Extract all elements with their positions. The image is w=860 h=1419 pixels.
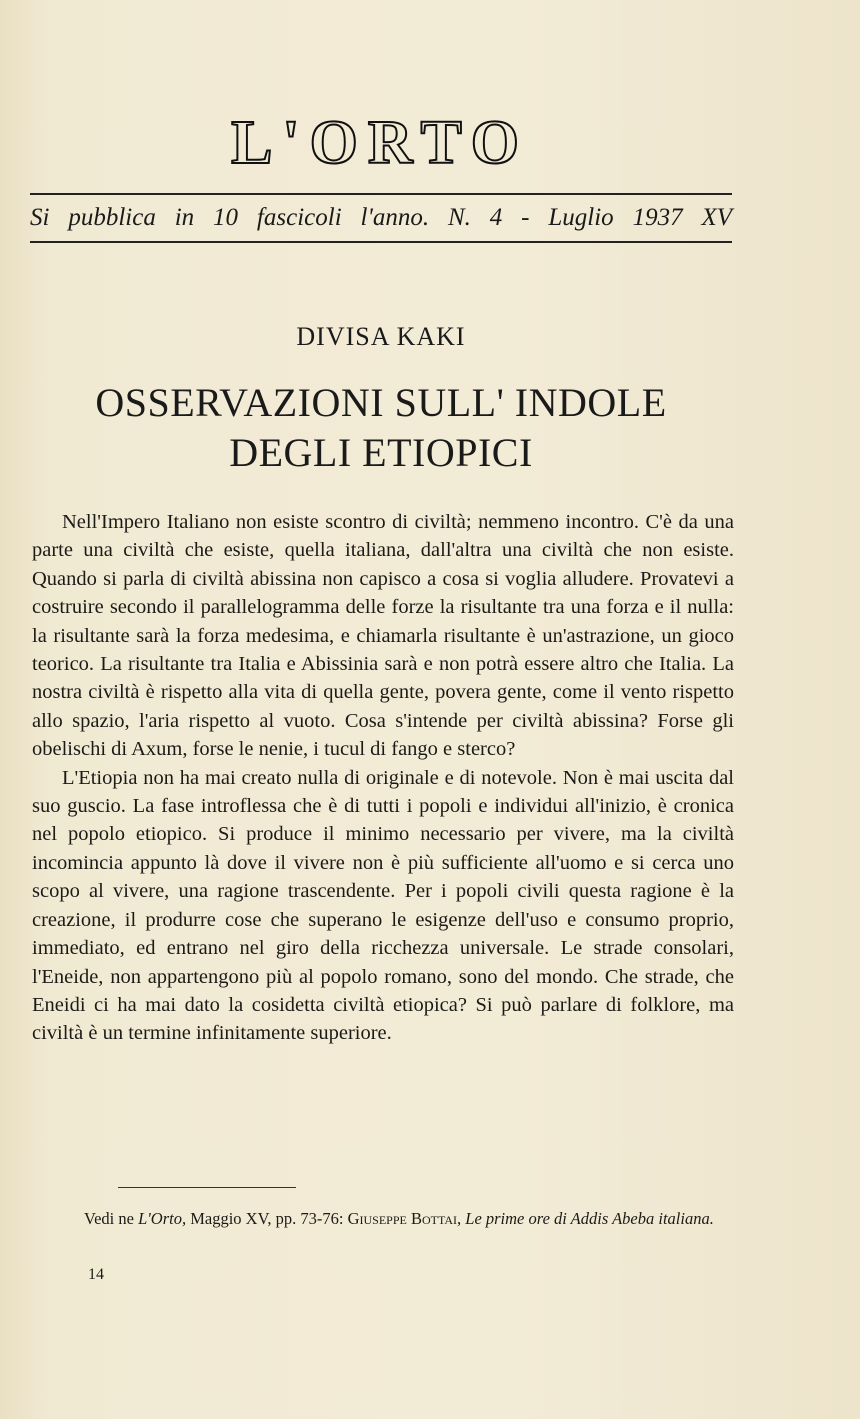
footnote-work: Le prime ore di Addis Abeba italiana. xyxy=(465,1209,714,1228)
article-title-line-2: DEGLI ETIOPICI xyxy=(229,430,533,475)
footnote-journal-ref: L'Orto, xyxy=(138,1209,187,1228)
article-title xyxy=(30,378,732,478)
footnote-issue: Maggio XV, pp. 73-76: xyxy=(190,1209,344,1228)
journal-masthead: L'ORTO xyxy=(231,109,529,177)
page-number: 14 xyxy=(88,1266,104,1283)
footnote-prefix: Vedi ne xyxy=(84,1209,134,1228)
masthead-rule-top xyxy=(30,193,732,195)
footnote xyxy=(32,1207,734,1231)
paragraph-2: L'Etiopia non ha mai creato nulla di originale e di notevole. Non è mai uscita dal suo guscio. La fase introflessa che è di tutti i popoli e individui all'inizio, è cronica nel popolo etiopico. Si produce il minimo necessario per vivere, ma la civiltà incomincia appunto là dove il vivere non è più sufficiente all'uomo e si cerca uno scopo al vivere, una ragione trascendente. Per i popoli civili questa ragione è la creazione, il produrre cose che superano le esigenze dell'uso e consumo proprio, immediato, ed entrano nel giro della ricchezza universale. Le strade consolari, l'Eneide, non appartengono più al popolo romano, sono del mondo. Che strade, che Eneidi ci ha mai dato la cosidetta civiltà etiopica? Si può parlare di folklore, ma civiltà è un termine infinitamente superiore. xyxy=(32,766,734,1045)
journal-subtitle: Si pubblica in 10 fascicoli l'anno. N. 4 - Luglio 1937 XV xyxy=(30,204,732,231)
footnote-rule xyxy=(118,1187,296,1188)
footnote-author: Giuseppe Bottai, xyxy=(347,1209,462,1228)
article-kicker: DIVISA KAKI xyxy=(296,322,466,351)
article-body xyxy=(32,508,734,1048)
paragraph-1: Nell'Impero Italiano non esiste scontro di civiltà; nemmeno incontro. C'è da una parte una civiltà che esiste, quella italiana, dall'altra una civiltà che non esiste. Quando si parla di civiltà abissina non capisco a cosa si voglia alludere. Provatevi a costruire secondo il parallelogramma delle forze la risultante tra una forza e il nulla: la risultante sarà la forza medesima, e chiamarla risultante è un'astrazione, un gioco teorico. La risultante tra Italia e Abissinia sarà e non potrà essere altro che Italia. La nostra civiltà è rispetto alla vita di quella gente, povera gente, come il vento rispetto allo spazio, l'aria rispetto al vuoto. Cosa s'intende per civiltà abissina? Forse gli obelischi di Axum, forse le nenie, i tucul di fango e sterco? xyxy=(32,511,734,761)
masthead-rule-bottom xyxy=(30,241,732,243)
article-title-line-1: OSSERVAZIONI SULL' INDOLE xyxy=(95,380,667,425)
